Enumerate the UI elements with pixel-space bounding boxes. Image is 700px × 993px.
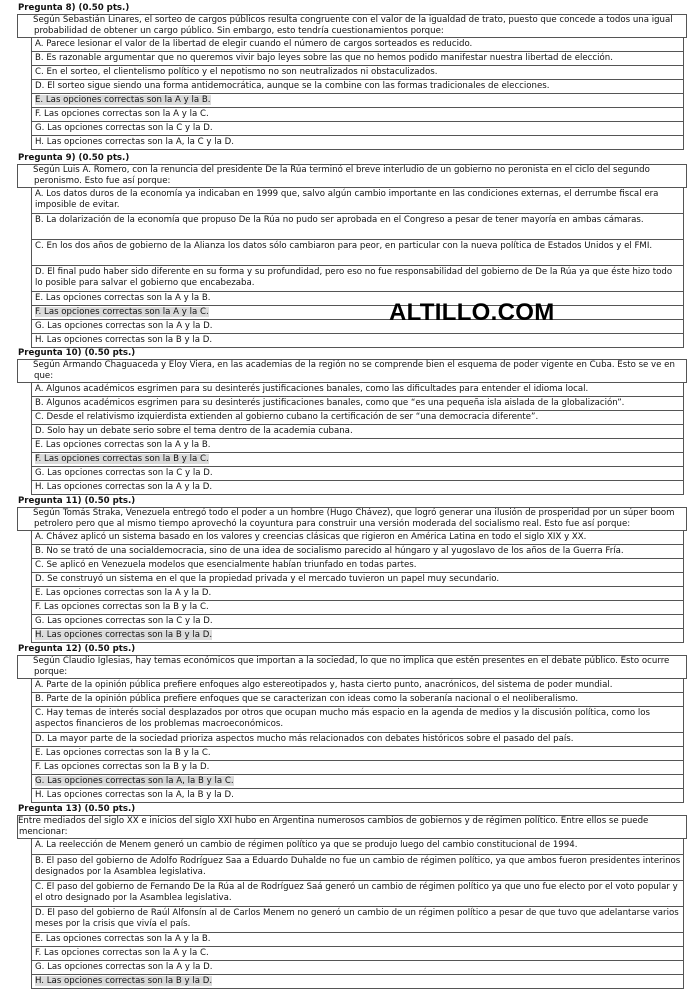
option-c[interactable] (31, 559, 684, 573)
option-text: F. Las opciones correctas son la B y la D. (35, 762, 210, 772)
option-text: E. Las opciones correctas son la A y la B. (35, 440, 211, 450)
question-13 (17, 804, 687, 989)
option-text: C. Hay temas de interés social desplazados por otros que ocupan mucho más espacio en la agenda de medios y la discusión política, como los aspectos financieros de los problemas macroeconómicos. (35, 708, 651, 729)
option-d[interactable] (31, 733, 684, 747)
option-text: B. La dolarización de la economía que propuso De la Rúa no pudo ser aprobada en el Congreso a pesar de tener mayoría en ambas cámaras. (35, 215, 644, 225)
option-a[interactable] (31, 188, 684, 214)
option-b[interactable] (31, 52, 684, 66)
option-d[interactable] (31, 425, 684, 439)
option-h[interactable] (31, 334, 684, 348)
option-text: A. Parece lesionar el valor de la libertad de elegir cuando el número de cargos sorteados es reducido. (35, 39, 473, 49)
option-text: D. El final pudo haber sido diferente en su forma y su profundidad, pero eso no fue responsabilidad del gobierno de De la Rúa ya que éste hizo todo lo posible para salvar el gobierno que encabezaba. (35, 267, 673, 288)
question-11 (17, 496, 687, 643)
option-c[interactable] (31, 707, 684, 733)
exam-document (17, 0, 687, 986)
option-text: E. Las opciones correctas son la A y la B. (35, 934, 211, 944)
question-header: Pregunta 13) (0.50 pts.) (18, 804, 136, 814)
option-e-selected[interactable] (31, 94, 684, 108)
option-text: B. Parte de la opinión pública prefiere enfoques que se caracterizan con ideas como la soberanía nacional o el neoliberalismo. (35, 694, 579, 704)
option-g[interactable] (31, 961, 684, 975)
option-f-selected[interactable] (31, 453, 684, 467)
question-8 (17, 3, 687, 150)
option-text: B. No se trató de una socialdemocracia, sino de una idea de socialismo parecido al húngaro y al yugoslavo de los años de la Guerra Fría. (35, 546, 624, 556)
option-d[interactable] (31, 573, 684, 587)
question-header: Pregunta 11) (0.50 pts.) (18, 496, 136, 506)
question-header: Pregunta 8) (0.50 pts.) (18, 3, 130, 13)
option-a[interactable] (31, 679, 684, 693)
option-text: C. Se aplicó en Venezuela modelos que esencialmente habían triunfado en todas partes. (35, 560, 417, 570)
option-text: E. Las opciones correctas son la A y la B. (35, 293, 211, 303)
option-text: D. El sorteo sigue siendo una forma antidemocrática, aunque se la combine con las formas tradicionales de elecciones. (35, 81, 550, 91)
option-text: F. Las opciones correctas son la B y la C. (35, 602, 209, 612)
option-c[interactable] (31, 411, 684, 425)
question-10 (17, 348, 687, 495)
option-f[interactable] (31, 947, 684, 961)
question-stem: Según Armando Chaguaceda y Eloy Viera, en las academias de la región no se comprende bien el esquema de poder vigente en Cuba. Esto se ve en que: (17, 359, 687, 383)
option-text: D. Solo hay un debate serio sobre el tema dentro de la academia cubana. (35, 426, 353, 436)
option-text: G. Las opciones correctas son la C y la D. (35, 616, 213, 626)
option-text: H. Las opciones correctas son la B y la D. (35, 335, 213, 345)
watermark: ALTILLO.COM (389, 299, 555, 326)
option-h-selected[interactable] (31, 629, 684, 643)
option-text: A. La reelección de Menem generó un cambio de régimen político ya que se produjo luego del cambio constitucional de 1994. (35, 840, 578, 850)
option-a[interactable] (31, 383, 684, 397)
option-c[interactable] (31, 66, 684, 80)
option-text: B. Es razonable argumentar que no queremos vivir bajo leyes sobre las que no hemos podido manifestar nuestra libertad de elección. (35, 53, 613, 63)
option-text: G. Las opciones correctas son la C y la D. (35, 468, 213, 478)
option-e[interactable] (31, 747, 684, 761)
option-text: D. El paso del gobierno de Raúl Alfonsín al de Carlos Menem no generó un cambio de un régimen político a pesar de que tuvo que adelantarse varios meses por la crisis que vivía el país. (35, 908, 679, 929)
question-12 (17, 644, 687, 803)
option-text: H. Las opciones correctas son la A, la B y la D. (35, 790, 234, 800)
option-g[interactable] (31, 467, 684, 481)
option-b[interactable] (31, 545, 684, 559)
option-g[interactable] (31, 615, 684, 629)
option-text: A. Los datos duros de la economía ya indicaban en 1999 que, salvo algún cambio importante en las condiciones externas, el derrumbe fiscal era imposible de evitar. (35, 189, 659, 210)
option-text: F. Las opciones correctas son la B y la C. (35, 454, 209, 464)
option-c[interactable] (31, 881, 684, 907)
option-f-selected[interactable] (31, 306, 684, 320)
option-g[interactable] (31, 320, 684, 334)
option-text: F. Las opciones correctas son la A y la C. (35, 109, 209, 119)
option-text: C. Desde el relativismo izquierdista extienden al gobierno cubano la certificación de ser “una democracia diferente”. (35, 412, 539, 422)
option-text: C. En el sorteo, el clientelismo político y el nepotismo no son neutralizados ni obstaculizados. (35, 67, 438, 77)
option-b[interactable] (31, 397, 684, 411)
option-text: E. Las opciones correctas son la B y la C. (35, 748, 211, 758)
question-header: Pregunta 9) (0.50 pts.) (18, 153, 130, 163)
option-text: G. Las opciones correctas son la C y la D. (35, 123, 213, 133)
option-e[interactable] (31, 933, 684, 947)
option-f[interactable] (31, 761, 684, 775)
option-b[interactable] (31, 214, 684, 240)
option-b[interactable] (31, 855, 684, 881)
question-stem: Según Claudio Iglesias, hay temas económicos que importan a la sociedad, lo que no implica que estén presentes en el debate público. Esto ocurre porque: (17, 655, 687, 679)
option-e[interactable] (31, 439, 684, 453)
option-text: A. Chávez aplicó un sistema basado en los valores y creencias clásicas que rigieron en América Latina en todo el siglo XIX y XX. (35, 532, 587, 542)
option-a[interactable] (31, 531, 684, 545)
option-text: C. El paso del gobierno de Fernando De la Rúa al de Rodríguez Saá generó un cambio de régimen político ya que uno fue electo por el voto popular y el otro designado por la Asamblea legislativa. (35, 882, 678, 903)
option-h-selected[interactable] (31, 975, 684, 989)
option-text: H. Las opciones correctas son la B y la D. (35, 976, 213, 986)
option-text: B. El paso del gobierno de Adolfo Rodríguez Saa a Eduardo Duhalde no fue un cambio de régimen político, ya que ambos fueron presidentes interinos designados por la Asamblea legislativa. (35, 856, 681, 877)
option-text: A. Algunos académicos esgrimen para su desinterés justificaciones banales, como las dificultades para entender el idioma local. (35, 384, 589, 394)
option-b[interactable] (31, 693, 684, 707)
option-text: H. Las opciones correctas son la A y la D. (35, 482, 213, 492)
option-h[interactable] (31, 481, 684, 495)
question-header: Pregunta 12) (0.50 pts.) (18, 644, 136, 654)
question-stem: Según Luis A. Romero, con la renuncia del presidente De la Rúa terminó el breve interludio de un gobierno no peronista en el ciclo del segundo peronismo. Esto fue así porque: (17, 164, 687, 188)
option-h[interactable] (31, 136, 684, 150)
option-h[interactable] (31, 789, 684, 803)
option-text: B. Algunos académicos esgrimen para su desinterés justificaciones banales, como que “es una pequeña isla aislada de la globalización”. (35, 398, 625, 408)
question-stem: Según Tomás Straka, Venezuela entregó todo el poder a un hombre (Hugo Chávez), que logró generar una ilusión de prosperidad por un súper boom petrolero pero que al mismo tiempo aprovechó la coyuntura para construir una versión moderada del socialismo real. Esto fue así porque: (17, 507, 687, 531)
option-d[interactable] (31, 907, 684, 933)
option-g[interactable] (31, 122, 684, 136)
option-g-selected[interactable] (31, 775, 684, 789)
option-a[interactable] (31, 38, 684, 52)
option-e[interactable] (31, 292, 684, 306)
option-text: H. Las opciones correctas son la B y la D. (35, 630, 213, 640)
option-text: G. Las opciones correctas son la A y la D. (35, 962, 213, 972)
option-text: D. Se construyó un sistema en el que la propiedad privada y el mercado tuvieron un papel muy secundario. (35, 574, 500, 584)
question-stem: Entre mediados del siglo XX e inicios del siglo XXI hubo en Argentina numerosos cambios de gobiernos y de régimen político. Entre ellos se puede mencionar: (17, 815, 687, 839)
option-text: F. Las opciones correctas son la A y la C. (35, 948, 209, 958)
option-d[interactable] (31, 80, 684, 94)
option-c[interactable] (31, 240, 684, 266)
question-header: Pregunta 10) (0.50 pts.) (18, 348, 136, 358)
question-stem: Según Sebastián Linares, el sorteo de cargos públicos resulta congruente con el valor de la igualdad de trato, puesto que concede a todos una igual probabilidad de obtener un cargo público. Sin embargo, esto tendría cuestionamientos porque: (17, 14, 687, 38)
option-text: D. La mayor parte de la sociedad prioriza aspectos mucho más relacionados con debates históricos sobre el pasado del país. (35, 734, 574, 744)
option-text: A. Parte de la opinión pública prefiere enfoques algo estereotipados y, hasta cierto punto, anacrónicos, del sistema de poder mundial. (35, 680, 613, 690)
option-text: E. Las opciones correctas son la A y la D. (35, 588, 212, 598)
option-text: F. Las opciones correctas son la A y la C. (35, 307, 209, 317)
option-text: G. Las opciones correctas son la A y la D. (35, 321, 213, 331)
option-text: G. Las opciones correctas son la A, la B y la C. (35, 776, 234, 786)
option-text: E. Las opciones correctas son la A y la B. (35, 95, 211, 105)
option-text: C. En los dos años de gobierno de la Alianza los datos sólo cambiaron para peor, en particular con la nueva política de Estados Unidos y el FMI. (35, 241, 653, 251)
option-e[interactable] (31, 587, 684, 601)
option-f[interactable] (31, 601, 684, 615)
option-f[interactable] (31, 108, 684, 122)
option-text: H. Las opciones correctas son la A, la C y la D. (35, 137, 234, 147)
question-9 (17, 153, 687, 348)
option-d[interactable] (31, 266, 684, 292)
option-a[interactable] (31, 839, 684, 855)
